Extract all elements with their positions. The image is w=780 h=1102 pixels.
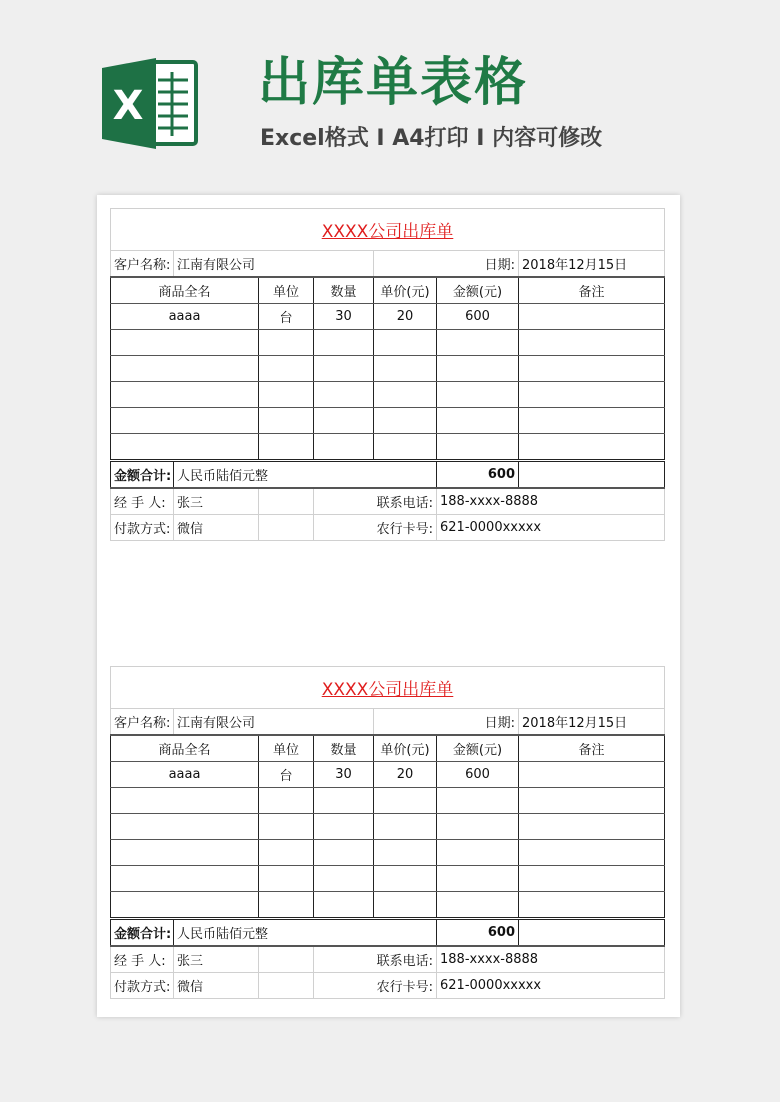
item-name-cell[interactable] bbox=[111, 788, 259, 814]
amount-cell[interactable] bbox=[437, 840, 519, 866]
payment-value[interactable]: 微信 bbox=[174, 515, 259, 541]
table-header-row bbox=[111, 735, 665, 762]
column-header: 单位 bbox=[259, 277, 314, 304]
amount-cell[interactable] bbox=[437, 434, 519, 461]
outbound-slip-2 bbox=[110, 666, 664, 999]
total-label: 金额合计: bbox=[111, 919, 174, 947]
date-label: 日期: bbox=[374, 251, 519, 278]
remark-cell[interactable] bbox=[519, 408, 665, 434]
total-amount[interactable]: 600 bbox=[437, 919, 519, 947]
remark-cell[interactable] bbox=[519, 434, 665, 461]
quantity-cell[interactable] bbox=[314, 866, 374, 892]
empty-cell bbox=[259, 946, 314, 973]
empty-cell bbox=[259, 488, 314, 515]
table-row bbox=[111, 840, 665, 866]
unit-cell[interactable] bbox=[259, 434, 314, 461]
table-row bbox=[111, 892, 665, 919]
item-name-cell[interactable]: aaaa bbox=[111, 304, 259, 330]
amount-cell[interactable] bbox=[437, 788, 519, 814]
customer-value[interactable]: 江南有限公司 bbox=[174, 251, 374, 278]
column-header: 商品全名 bbox=[111, 277, 259, 304]
table-row bbox=[111, 788, 665, 814]
price-cell[interactable] bbox=[374, 892, 437, 919]
table-row bbox=[111, 762, 665, 788]
price-cell[interactable] bbox=[374, 814, 437, 840]
total-remark-cell[interactable] bbox=[519, 919, 665, 947]
unit-cell[interactable] bbox=[259, 866, 314, 892]
empty-cell bbox=[259, 973, 314, 999]
amount-cell[interactable] bbox=[437, 814, 519, 840]
handler-value[interactable]: 张三 bbox=[174, 488, 259, 515]
page-subtitle: Excel格式 I A4打印 I 内容可修改 bbox=[260, 126, 603, 151]
quantity-cell[interactable] bbox=[314, 408, 374, 434]
page-title: 出库单表格 bbox=[258, 53, 529, 113]
total-amount[interactable]: 600 bbox=[437, 461, 519, 489]
slip-title: XXXX公司出库单 bbox=[321, 680, 454, 700]
outbound-slip-1 bbox=[110, 208, 664, 541]
quantity-cell[interactable] bbox=[314, 356, 374, 382]
column-header: 商品全名 bbox=[111, 735, 259, 762]
quantity-cell[interactable] bbox=[314, 814, 374, 840]
amount-cell[interactable] bbox=[437, 356, 519, 382]
remark-cell[interactable] bbox=[519, 840, 665, 866]
column-header: 单价(元) bbox=[374, 277, 437, 304]
remark-cell[interactable] bbox=[519, 814, 665, 840]
price-cell[interactable]: 20 bbox=[374, 304, 437, 330]
remark-cell[interactable] bbox=[519, 892, 665, 919]
table-row bbox=[111, 330, 665, 356]
customer-label: 客户名称: bbox=[111, 709, 174, 736]
column-header: 备注 bbox=[519, 735, 665, 762]
amount-cell[interactable]: 600 bbox=[437, 304, 519, 330]
amount-cell[interactable] bbox=[437, 892, 519, 919]
total-row bbox=[111, 919, 665, 947]
date-label: 日期: bbox=[374, 709, 519, 736]
remark-cell[interactable] bbox=[519, 304, 665, 330]
item-name-cell[interactable] bbox=[111, 814, 259, 840]
card-label: 农行卡号: bbox=[314, 973, 437, 999]
item-name-cell[interactable]: aaaa bbox=[111, 762, 259, 788]
empty-cell bbox=[259, 515, 314, 541]
card-value[interactable]: 621-0000xxxxx bbox=[437, 973, 665, 999]
amount-cell[interactable] bbox=[437, 408, 519, 434]
unit-cell[interactable] bbox=[259, 382, 314, 408]
phone-label: 联系电话: bbox=[314, 488, 437, 515]
amount-cell[interactable] bbox=[437, 866, 519, 892]
table-row bbox=[111, 382, 665, 408]
amount-cell[interactable]: 600 bbox=[437, 762, 519, 788]
price-cell[interactable] bbox=[374, 866, 437, 892]
table-row bbox=[111, 408, 665, 434]
quantity-cell[interactable] bbox=[314, 892, 374, 919]
unit-cell[interactable]: 台 bbox=[259, 304, 314, 330]
quantity-cell[interactable]: 30 bbox=[314, 762, 374, 788]
price-cell[interactable]: 20 bbox=[374, 762, 437, 788]
column-header: 金额(元) bbox=[437, 277, 519, 304]
payment-label: 付款方式: bbox=[111, 515, 174, 541]
remark-cell[interactable] bbox=[519, 866, 665, 892]
column-header: 单位 bbox=[259, 735, 314, 762]
price-cell[interactable] bbox=[374, 330, 437, 356]
price-cell[interactable] bbox=[374, 434, 437, 461]
total-label: 金额合计: bbox=[111, 461, 174, 489]
card-label: 农行卡号: bbox=[314, 515, 437, 541]
total-words[interactable]: 人民币陆佰元整 bbox=[174, 461, 437, 489]
unit-cell[interactable] bbox=[259, 408, 314, 434]
column-header: 备注 bbox=[519, 277, 665, 304]
column-header: 数量 bbox=[314, 735, 374, 762]
date-value[interactable]: 2018年12月15日 bbox=[519, 709, 665, 736]
item-name-cell[interactable] bbox=[111, 866, 259, 892]
excel-logo-icon bbox=[102, 58, 199, 149]
phone-value[interactable]: 188-xxxx-8888 bbox=[437, 488, 665, 515]
payment-label: 付款方式: bbox=[111, 973, 174, 999]
handler-label: 经 手 人: bbox=[111, 946, 174, 973]
price-cell[interactable] bbox=[374, 382, 437, 408]
slip-title-cell bbox=[111, 209, 665, 251]
quantity-cell[interactable] bbox=[314, 434, 374, 461]
item-name-cell[interactable] bbox=[111, 408, 259, 434]
unit-cell[interactable]: 台 bbox=[259, 762, 314, 788]
remark-cell[interactable] bbox=[519, 788, 665, 814]
date-value[interactable]: 2018年12月15日 bbox=[519, 251, 665, 278]
table-row bbox=[111, 304, 665, 330]
handler-value[interactable]: 张三 bbox=[174, 946, 259, 973]
payment-value[interactable]: 微信 bbox=[174, 973, 259, 999]
remark-cell[interactable] bbox=[519, 356, 665, 382]
table-row bbox=[111, 356, 665, 382]
customer-value[interactable]: 江南有限公司 bbox=[174, 709, 374, 736]
unit-cell[interactable] bbox=[259, 356, 314, 382]
quantity-cell[interactable] bbox=[314, 840, 374, 866]
phone-label: 联系电话: bbox=[314, 946, 437, 973]
item-name-cell[interactable] bbox=[111, 434, 259, 461]
unit-cell[interactable] bbox=[259, 788, 314, 814]
item-name-cell[interactable] bbox=[111, 840, 259, 866]
table-row bbox=[111, 866, 665, 892]
table-row bbox=[111, 434, 665, 461]
unit-cell[interactable] bbox=[259, 840, 314, 866]
price-cell[interactable] bbox=[374, 356, 437, 382]
handler-label: 经 手 人: bbox=[111, 488, 174, 515]
price-cell[interactable] bbox=[374, 408, 437, 434]
table-header-row bbox=[111, 277, 665, 304]
item-name-cell[interactable] bbox=[111, 330, 259, 356]
quantity-cell[interactable] bbox=[314, 788, 374, 814]
table-row bbox=[111, 814, 665, 840]
price-cell[interactable] bbox=[374, 788, 437, 814]
total-words[interactable]: 人民币陆佰元整 bbox=[174, 919, 437, 947]
slip-title: XXXX公司出库单 bbox=[321, 222, 454, 242]
item-name-cell[interactable] bbox=[111, 382, 259, 408]
quantity-cell[interactable] bbox=[314, 382, 374, 408]
customer-label: 客户名称: bbox=[111, 251, 174, 278]
column-header: 单价(元) bbox=[374, 735, 437, 762]
unit-cell[interactable] bbox=[259, 330, 314, 356]
unit-cell[interactable] bbox=[259, 892, 314, 919]
column-header: 数量 bbox=[314, 277, 374, 304]
item-name-cell[interactable] bbox=[111, 356, 259, 382]
phone-value[interactable]: 188-xxxx-8888 bbox=[437, 946, 665, 973]
quantity-cell[interactable]: 30 bbox=[314, 304, 374, 330]
column-header: 金额(元) bbox=[437, 735, 519, 762]
card-value[interactable]: 621-0000xxxxx bbox=[437, 515, 665, 541]
quantity-cell[interactable] bbox=[314, 330, 374, 356]
unit-cell[interactable] bbox=[259, 814, 314, 840]
price-cell[interactable] bbox=[374, 840, 437, 866]
remark-cell[interactable] bbox=[519, 330, 665, 356]
remark-cell[interactable] bbox=[519, 762, 665, 788]
remark-cell[interactable] bbox=[519, 382, 665, 408]
slip-title-cell bbox=[111, 667, 665, 709]
total-remark-cell[interactable] bbox=[519, 461, 665, 489]
total-row bbox=[111, 461, 665, 489]
item-name-cell[interactable] bbox=[111, 892, 259, 919]
amount-cell[interactable] bbox=[437, 330, 519, 356]
amount-cell[interactable] bbox=[437, 382, 519, 408]
logo-letter: X bbox=[112, 83, 144, 129]
